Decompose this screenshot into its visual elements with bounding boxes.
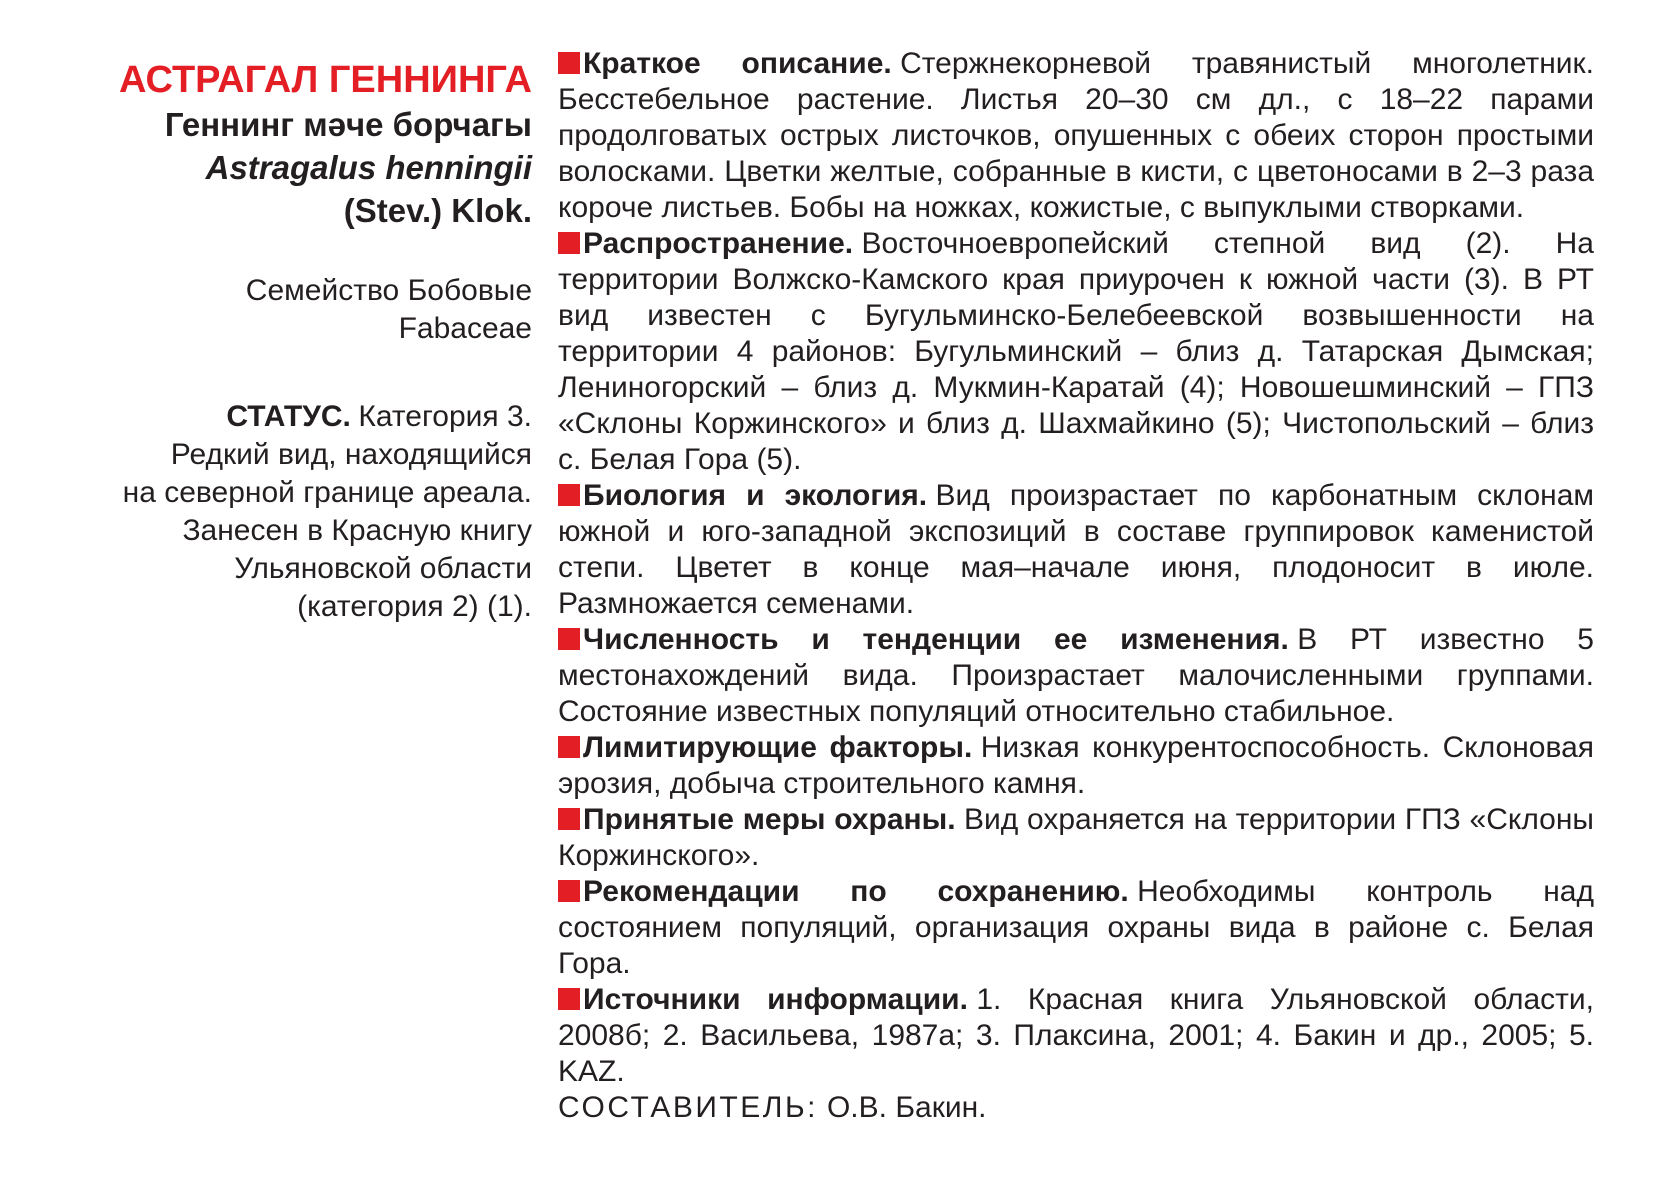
- status-line: Занесен в Красную книгу: [182, 514, 532, 547]
- section-header: Принятые меры охраны.: [583, 803, 956, 836]
- species-info-column: [60, 58, 532, 626]
- family-name-latin: Fabaceae: [398, 312, 532, 345]
- section-text: Вид охраняется на территории ГПЗ «Склоны Коржинского».: [558, 803, 1594, 872]
- section-paragraph: [558, 46, 1594, 226]
- family-block: [60, 272, 532, 348]
- section-bullet-icon: [558, 484, 580, 506]
- section-bullet-icon: [558, 628, 580, 650]
- section-header: Численность и тенденции ее изменения.: [583, 623, 1289, 656]
- status-category: Категория 3.: [358, 400, 532, 433]
- status-line: Ульяновской области: [234, 552, 532, 585]
- species-names: [60, 103, 532, 232]
- section-text: Низкая конкурентоспособность. Склоновая эрозия, добыча строительного камня.: [558, 731, 1595, 800]
- section-paragraph: [558, 226, 1594, 478]
- compiler-name: О.В. Бакин.: [826, 1091, 987, 1124]
- section-header: Источники информации.: [583, 983, 968, 1016]
- section-bullet-icon: [558, 52, 580, 74]
- section-paragraph: [558, 874, 1594, 982]
- section-paragraph: [558, 622, 1594, 730]
- family-name-ru: Семейство Бобовые: [245, 274, 532, 307]
- compiler-line: [558, 1090, 1594, 1126]
- section-text: Вид произрастает по карбонатным склонам южной и юго-западной экспозиций в составе группировок каменистой степи. Цветет в конце мая–начале июня, плодоносит в июле. Размножается семенами.: [558, 479, 1595, 620]
- section-text: Восточноевропейский степной вид (2). На территории Волжско-Камского края приурочен к южной части (3). В РТ вид известен с Бугульминско-Белебеевской возвышенности на территории 4 районов: Бугульминский – близ д. Татарская Дымская; Лениногорский – близ д. Мукмин-Каратай (4); Новошешминский – ГПЗ «Склоны Коржинского» и близ д. Шахмайкино (5); Чистопольский – близ с. Белая Гора (5).: [558, 227, 1594, 476]
- section-text: Необходимы контроль над состоянием популяций, организация охраны вида в районе с. Белая Гора.: [558, 875, 1594, 980]
- status-line: (категория 2) (1).: [297, 590, 532, 623]
- section-text: В РТ известно 5 местонахождений вида. Произрастает малочисленными группами. Состояние известных популяций относительно стабильное.: [558, 623, 1594, 728]
- section-bullet-icon: [558, 232, 580, 254]
- section-bullet-icon: [558, 880, 580, 902]
- section-paragraph: [558, 730, 1594, 802]
- section-paragraph: [558, 982, 1594, 1090]
- section-header: Рекомендации по сохранению.: [583, 875, 1129, 908]
- species-name-tatar: Геннинг мәче борчагы: [164, 106, 532, 143]
- section-header: Биология и экология.: [583, 479, 928, 512]
- species-title: АСТРАГАЛ ГЕННИНГА: [118, 59, 532, 101]
- section-header: Лимитирующие факторы.: [583, 731, 973, 764]
- section-bullet-icon: [558, 808, 580, 830]
- description-column: [558, 46, 1594, 1126]
- status-block: [60, 398, 532, 626]
- section-bullet-icon: [558, 736, 580, 758]
- status-line: на северной границе ареала.: [122, 476, 532, 509]
- section-text: Стержнекорневой травянистый многолетник. Бесстебельное растение. Листья 20–30 см дл., с 18–22 парами продолговатых острых листочков, опушенных с обеих сторон простыми волосками. Цветки желтые, собранные в кисти, с цветоносами в 2–3 раза короче листьев. Бобы на ножках, кожистые, с выпуклыми створками.: [558, 47, 1594, 224]
- section-text: 1. Красная книга Ульяновской области, 2008б; 2. Васильева, 1987а; 3. Плаксина, 2001; 4. Бакин и др., 2005; 5. KAZ.: [558, 983, 1594, 1088]
- status-line: Редкий вид, находящийся: [170, 438, 532, 471]
- species-name-author: (Stev.) Klok.: [343, 192, 532, 229]
- section-paragraph: [558, 478, 1594, 622]
- compiler-label: СОСТАВИТЕЛЬ:: [558, 1091, 818, 1124]
- section-header: Распространение.: [583, 227, 854, 260]
- status-line: [60, 398, 532, 436]
- status-label: СТАТУС.: [226, 400, 351, 433]
- section-header: Краткое описание.: [583, 47, 892, 80]
- species-name-latin: Astragalus henningii: [205, 149, 532, 186]
- section-bullet-icon: [558, 988, 580, 1010]
- section-paragraph: [558, 802, 1594, 874]
